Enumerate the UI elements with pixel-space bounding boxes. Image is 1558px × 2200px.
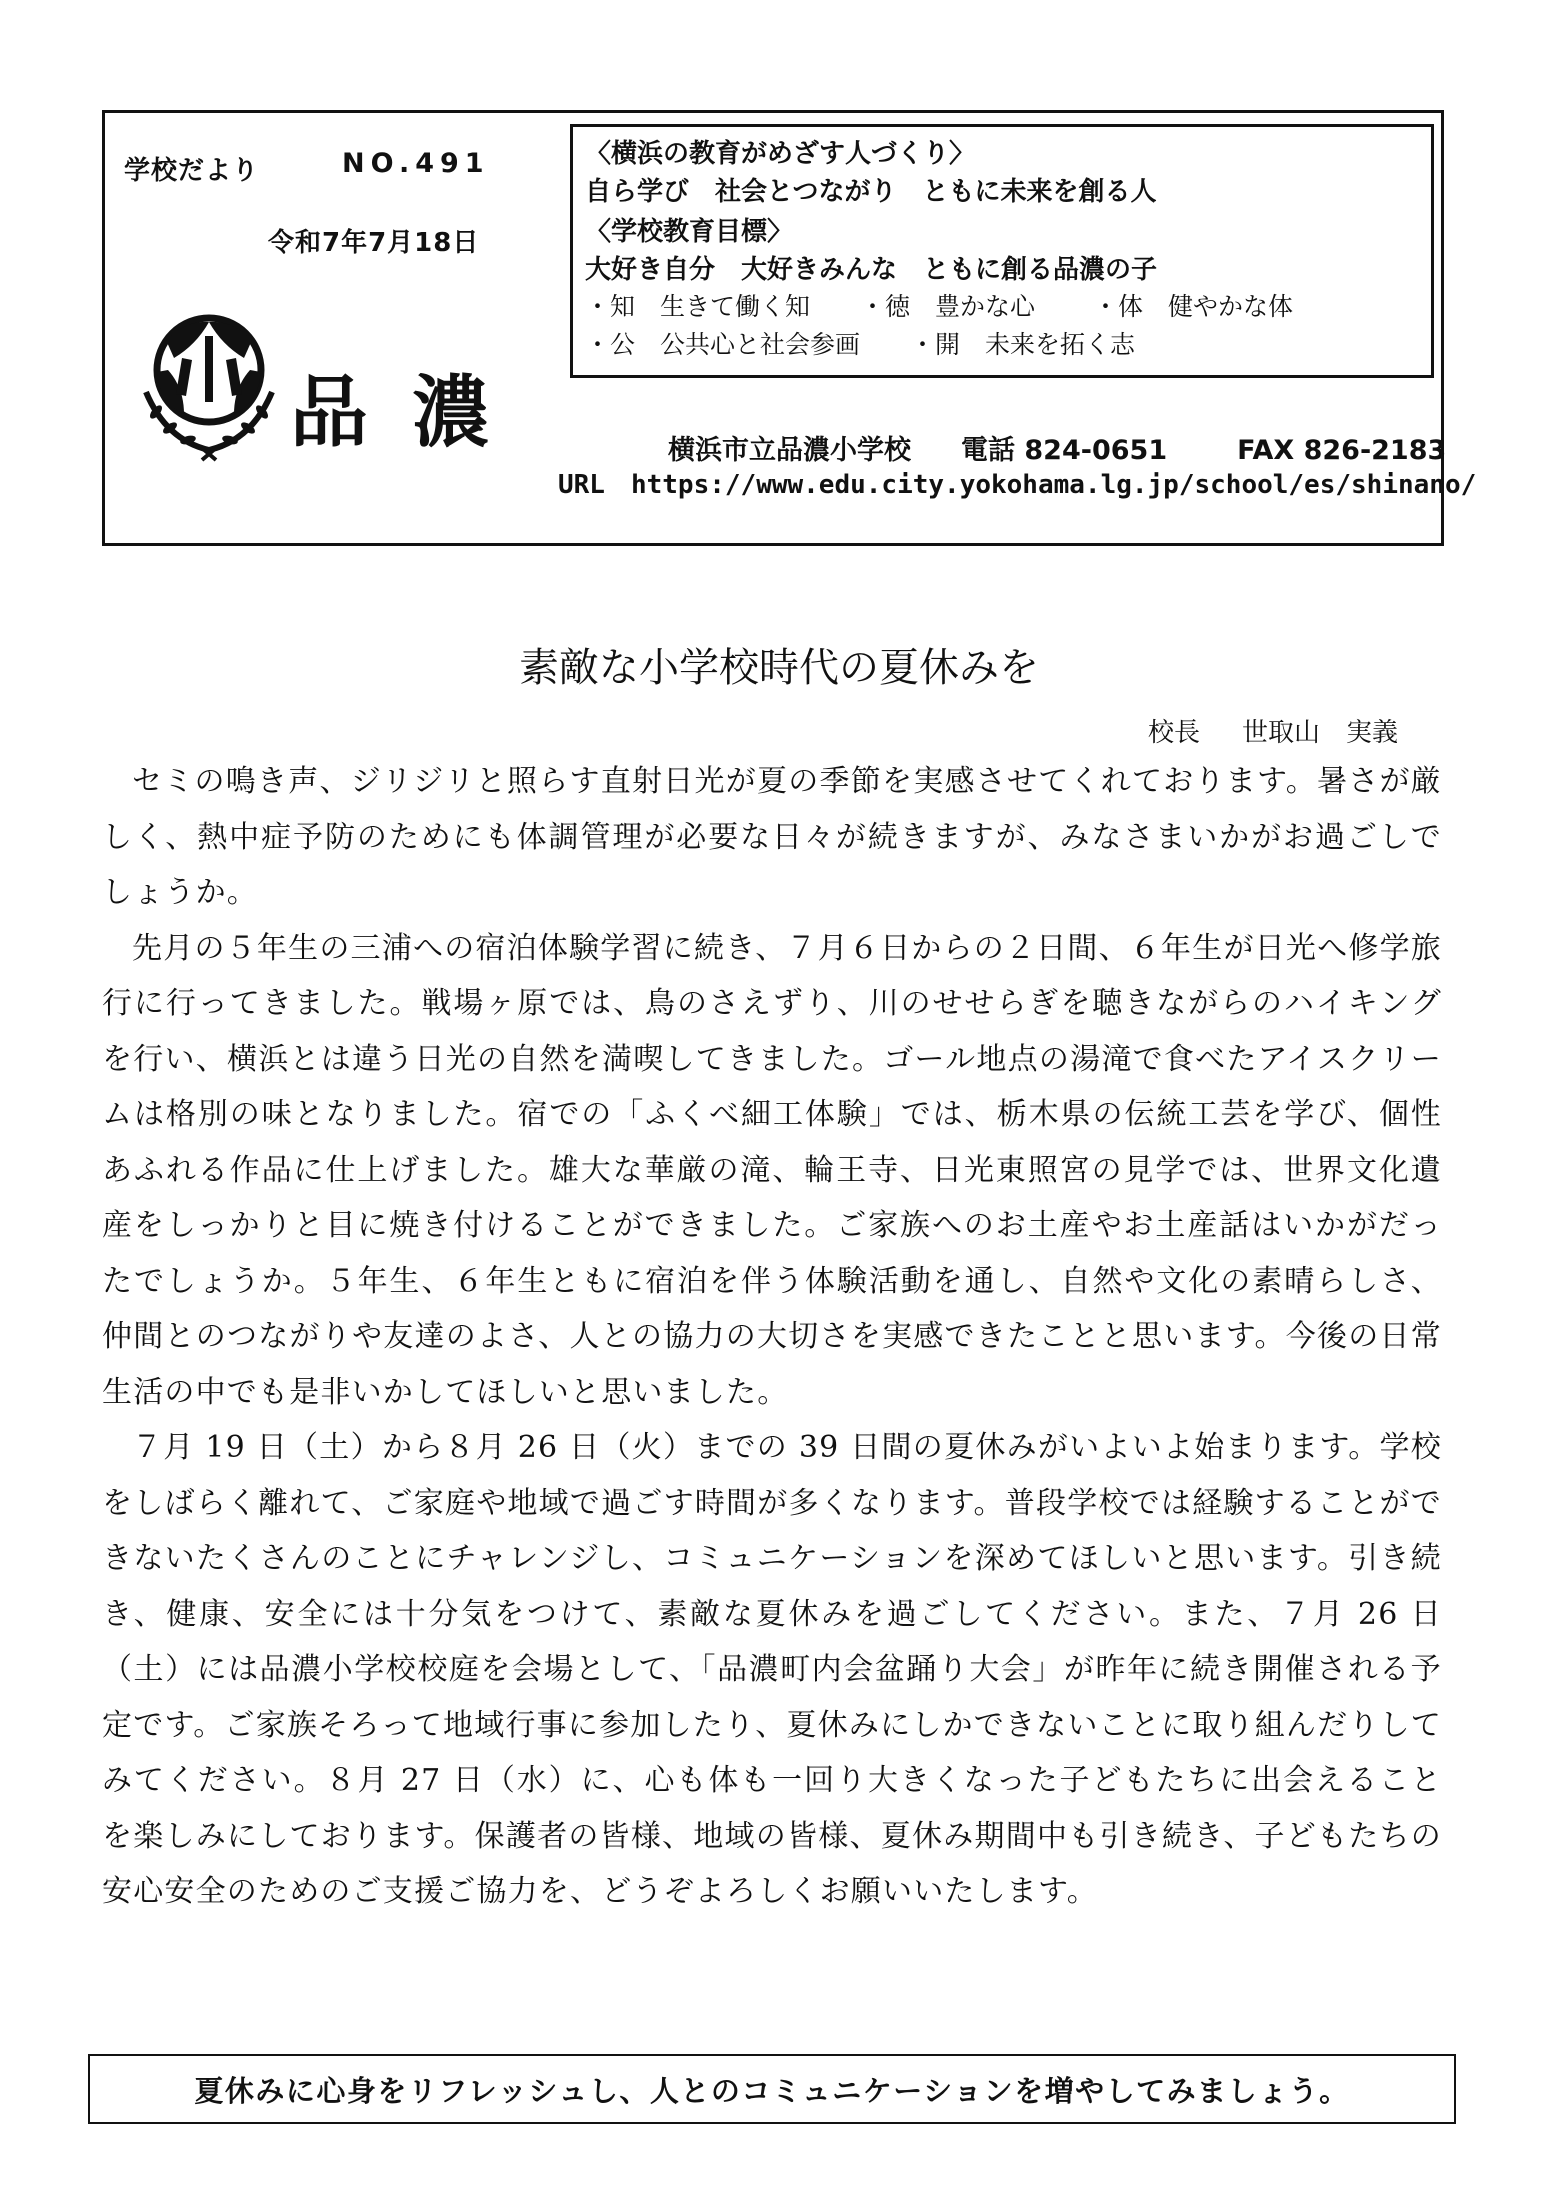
article-body [102, 754, 1442, 1920]
school-name: 横浜市立品濃小学校 [668, 435, 911, 466]
paragraph: ７月 19 日（土）から８月 26 日（火）までの 39 日間の夏休みがいよいよ始まります。学校をしばらく離れて、ご家庭や地域で過ごす時間が多くなります。普段学校では経験することができないたくさんのことにチャレンジし、コミュニケーションを深めてほしいと思います。引き続き、健康、安全には十分気をつけて、素敵な夏休みを過ごしてください。また、７月 26 日（土）には品濃小学校校庭を会場として、「品濃町内会盆踊り大会」が昨年に続き開催される予定です。ご家族そろって地域行事に参加したり、夏休みにしかできないことに取り組んだりしてみてください。８月 27 日（水）に、心も体も一回り大きくなった子どもたちに出会えることを楽しみにしております。保護者の皆様、地域の皆様、夏休み期間中も引き続き、子どもたちの安心安全のためのご支援ご協力を、どうぞよろしくお願いいたします。 [102, 1430, 1442, 1909]
article-title: 素敵な小学校時代の夏休みを [519, 645, 1039, 691]
paragraph: 先月の５年生の三浦への宿泊体験学習に続き、７月６日からの２日間、６年生が日光へ修学旅行に行ってきました。戦場ヶ原では、鳥のさえずり、川のせせらぎを聴きながらのハイキングを行い、横浜とは違う日光の自然を満喫してきました。ゴール地点の湯滝で食べたアイスクリームは格別の味となりました。宿での「ふくべ細工体験」では、栃木県の伝統工芸を学び、個性あふれる作品に仕上げました。雄大な華厳の滝、輪王寺、日光東照宮の見学では、世界文化遺産をしっかりと目に焼き付けることができました。ご家族へのお土産やお土産話はいかがだったでしょうか。５年生、６年生ともに宿泊を伴う体験活動を通し、自然や文化の素晴らしさ、仲間とのつながりや友達のよさ、人との協力の大切さを実感できたことと思います。今後の日常生活の中でも是非いかしてほしいと思いました。 [102, 930, 1442, 1410]
school-goal-text: 大好き自分 大好きみんな ともに創る品濃の子 [585, 255, 1158, 285]
url-label: URL [558, 470, 605, 500]
fax-number: FAX 826-2183 [1237, 435, 1447, 466]
education-goals-box [570, 124, 1434, 378]
newsletter-name: 学校だより [124, 156, 260, 186]
vision-text: 自ら学び 社会とつながり ともに未来を創る人 [585, 177, 1157, 207]
school-title: 品濃 [290, 368, 535, 458]
school-goal-heading: 〈学校教育目標〉 [585, 217, 794, 247]
school-url: https://www.edu.city.yokohama.lg.jp/school/es/shinano/ [630, 470, 1477, 500]
pillars-row-2: ・公 公共心と社会参画 ・開 未来を拓く志 [585, 330, 1136, 359]
author-name: 世取山 実義 [1242, 718, 1399, 748]
author-role: 校長 [1148, 718, 1201, 748]
footer-message: 夏休みに心身をリフレッシュし、人とのコミュニケーションを増やしてみましょう。 [194, 2073, 1350, 2108]
footer-message-box [88, 2054, 1456, 2124]
pillars-row-1: ・知 生きて働く知 ・徳 豊かな心 ・体 健やかな体 [585, 292, 1293, 321]
issue-date: 令和7年7月18日 [268, 228, 480, 258]
vision-heading: 〈横浜の教育がめざす人づくり〉 [585, 139, 976, 169]
phone-number: 電話 824-0651 [961, 435, 1168, 466]
paragraph: セミの鳴き声、ジリジリと照らす直射日光が夏の季節を実感させてくれております。暑さが厳しく、熱中症予防のためにも体調管理が必要な日々が続きますが、みなさまいかがお過ごしでしょうか。 [102, 764, 1442, 910]
url-line [558, 470, 1476, 500]
issue-number: NO.491 [342, 148, 490, 179]
contact-line [668, 428, 1446, 467]
byline [1148, 712, 1398, 749]
school-emblem-icon [126, 300, 292, 466]
